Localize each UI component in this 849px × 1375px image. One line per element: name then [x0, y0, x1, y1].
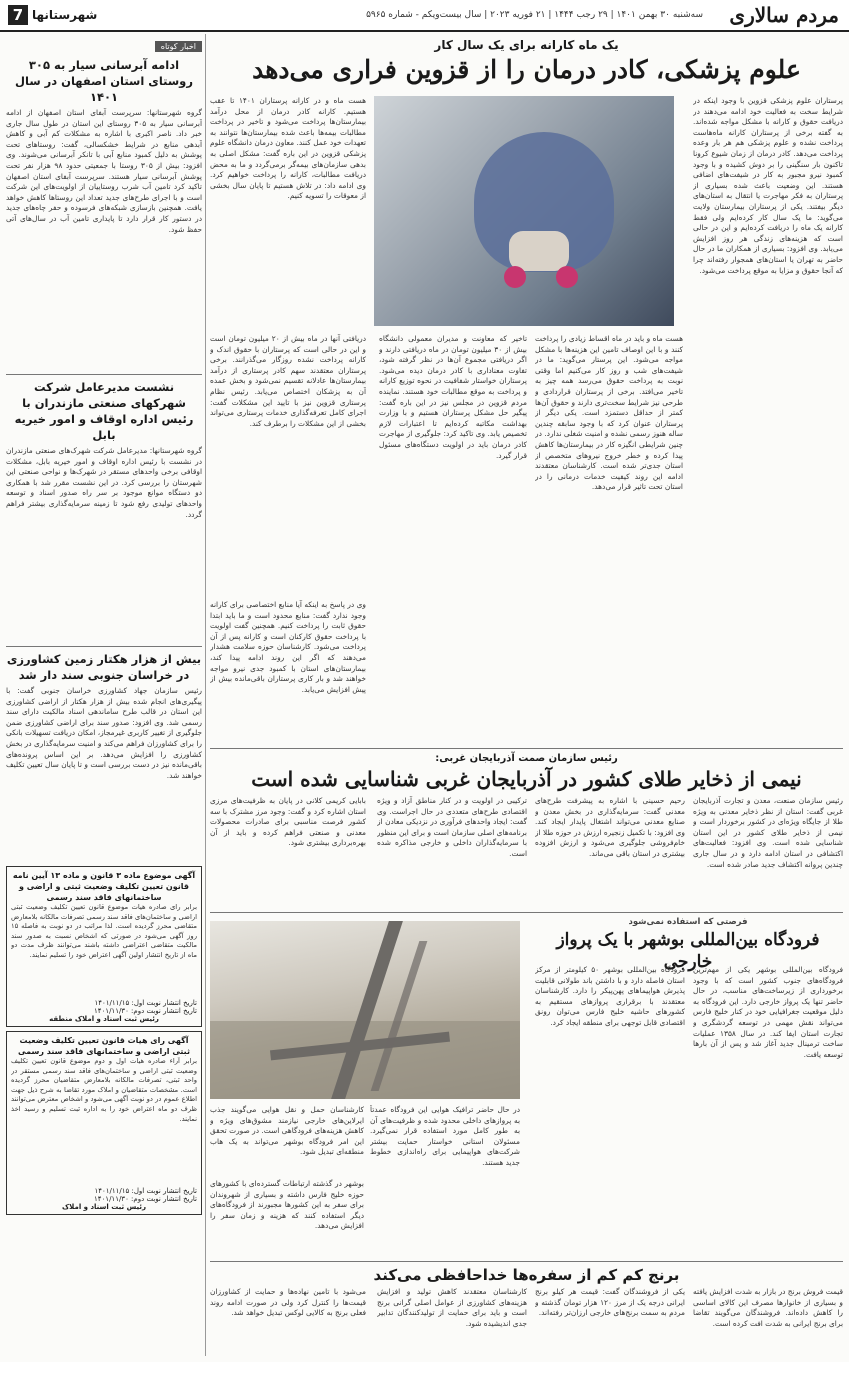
notice1-date2: تاریخ انتشار نوبت دوم: ۱۴۰۱/۱۱/۳۰ [94, 1007, 197, 1015]
dateline: سه‌شنبه ۳۰ بهمن ۱۴۰۱ | ۲۹ رجب ۱۴۴۴ | ۲۱ فوریه ۲۰۲۳ | سال بیست‌ویکم - شماره ۵۹۶۵ [366, 10, 703, 20]
airport-col1: فرودگاه بین‌المللی بوشهر یکی از مهم‌ترین فرودگاه‌های جنوب کشور است که با وجود برخورداری از زیرساخت‌های مناسب، در حال حاضر تنها یک پرواز خارجی دارد. این فرودگاه به دلیل موقعیت جغرافیایی خود در کنار خلیج فارس می‌تواند نقش مهمی در توسعه گردشگری و تجارت استان ایفا کند. در سال ۱۳۵۸ عملیات ساخت ترمینال جدید آغاز شد و پس از آن بارها توسعه یافت. [693, 965, 843, 1059]
airport-col3: در حال حاضر ترافیک هوایی این فرودگاه عمدتاً به پروازهای داخلی محدود شده و ظرفیت‌های آن به طور کامل مورد استفاده قرار نمی‌گیرد. مسئولان استانی خواستار حمایت بیشتر شرکت‌های هواپیمایی برای راه‌اندازی خطوط جدید هستند. [370, 1105, 520, 1167]
legal-notice-1 [6, 866, 202, 1027]
divider [6, 374, 202, 375]
lead-article [210, 92, 843, 744]
lead-col5: دریافتی آنها در ماه بیش از ۲۰ میلیون تومان است و این در حالی است که پرستاران با حقوق اندک و کارانه پرداخت نشده روزگار می‌گذرانند. برخی پرستاران معتقدند سهم کادر پرستاری از درآمد بیمارستان‌ها عادلانه تقسیم نمی‌شود و بخش عمده آن به پزشکان اختصاص می‌یابد. رئیس نظام پرستاری قزوین نیز با تایید این مشکلات گفت: اجرای کامل تعرفه‌گذاری خدمات پرستاری می‌تواند بخشی از این مشکلات را برطرف کند. [210, 334, 366, 428]
column-divider [205, 34, 206, 1356]
airport-col4: کارشناسان حمل و نقل هوایی می‌گویند جذب ایرلاین‌های خارجی نیازمند مشوق‌های ویژه و کاهش هزینه‌های فرودگاهی است. در صورت تحقق این امر فرودگاه بوشهر می‌تواند به یک هاب منطقه‌ای تبدیل شود. [210, 1105, 364, 1157]
notice2-date2: تاریخ انتشار نوبت دوم: ۱۴۰۱/۱۱/۳۰ [94, 1195, 197, 1203]
divider [210, 748, 843, 749]
mask-filter [504, 266, 526, 288]
respirator-mask [509, 231, 569, 271]
airport-article [210, 917, 843, 1257]
notice1-title: آگهی موضوع ماده ۳ قانون و ماده ۱۳ آیین نامه قانون تعیین تکلیف وضعیت ثبتی و اراضی و ساختمانهای فاقد سند رسمی [12, 871, 196, 902]
sidebar-item1-body: گروه شهرستانها: سرپرست آبفای استان اصفهان از ادامه آبرسانی سیار به ۳۰۵ روستای این استان در طول سال جاری خبر داد. ناصر اکبری با اشاره به مشکلات کم آبی و کاهش آبدهی منابع در شرایط خشکسالی، گفت: روستاهای تحت پوشش به دلیل کمبود منابع آبی با تانکر آبرسانی می‌شوند. وی افزود: بیش از ۳۰۵ روستا با جمعیتی حدود ۹۸ هزار نفر تحت پوشش آبرسانی سیار هستند. سرپرست آبفای استان اصفهان تاکید کرد تامین آب شرب روستاییان از اولویت‌های این شرکت است و با اجرای طرح‌های جدید تعداد این روستاها کاهش خواهد یافت. همچنین بازسازی شبکه‌های فرسوده و حفر چاه‌های جدید در دستور کار قرار دارد تا پایداری تامین آب در سال‌های آتی حفظ شود. [6, 108, 202, 234]
airport-headline: فرودگاه بین‌المللی بوشهر با یک پرواز خارجی [556, 930, 820, 972]
gold-col4: بابایی کریمی کلانی در پایان به ظرفیت‌های مرزی استان اشاره کرد و گفت: وجود مرز مشترک با سه کشور فرصت مناسبی برای صادرات محصولات معدنی و صنعتی فراهم کرده و باید از آن بهره‌برداری بیشتری شود. [210, 796, 366, 848]
nurse-photo [374, 96, 674, 326]
notice2-title: آگهی رای هیات قانون تعیین تکلیف وضعیت ثبتی اراضی و ساختمانهای فاقد سند رسمی [18, 1036, 190, 1056]
section-name: شهرستانها [32, 8, 98, 22]
lead-kicker: یک ماه کارانه برای یک سال کار [434, 38, 619, 52]
newspaper-brand: مردم سالاری [729, 3, 839, 27]
gold-col2: رحیم حسینی با اشاره به پیشرفت طرح‌های معدنی گفت: سرمایه‌گذاری در بخش معدن و صنایع معدنی می‌تواند اشتغال پایدار ایجاد کند. وی افزود: با تکمیل زنجیره ارزش در حوزه طلا از خام‌فروشی جلوگیری می‌شود و ارزش افزوده بیشتری در استان باقی می‌ماند. [535, 796, 685, 858]
sidebar-item1-title: ادامه آبرسانی سیار به ۳۰۵ روستای استان اصفهان در سال ۱۴۰۱ [15, 58, 193, 104]
rice-col3: کارشناسان معتقدند کاهش تولید و افزایش هزینه‌های کشاورزی از عوامل اصلی گرانی برنج است و باید برای حمایت از تولیدکنندگان تدابیر جدی اندیشیده شود. [377, 1287, 527, 1328]
sidebar-item3-body: رئیس سازمان جهاد کشاورزی خراسان جنوبی گفت: با پیگیری‌های انجام شده بیش از هزار هکتار از اراضی کشاورزی این استان در قالب طرح ساماندهی اسناد مالکیت دارای سند رسمی شد. وی افزود: صدور سند برای اراضی کشاورزی ضمن جلوگیری از تغییر کاربری غیرمجاز، امکان دریافت تسهیلات بانکی را برای کشاورزان فراهم می‌کند و امنیت سرمایه‌گذاری در بخش کشاورزی را افزایش می‌دهد. بر این اساس پرونده‌های باقی‌مانده نیز در دست بررسی است و تا پایان سال تعیین تکلیف خواهند شد. [6, 686, 202, 780]
divider [210, 912, 843, 913]
sidebar-item2-title: نشست مدیرعامل شرکت شهرکهای صنعتی مازندران با رئیس اداره اوقاف و امور خیریه بابل [14, 380, 194, 442]
airport-kicker: فرصتی که استفاده نمی‌شود [628, 917, 748, 927]
airport-col5: بوشهر در گذشته ارتباطات گسترده‌ای با کشورهای حوزه خلیج فارس داشته و بسیاری از شهروندان برای سفر به این کشورها مجبورند از فرودگاه‌های دیگر استفاده کنند که هزینه و زمان سفر را افزایش می‌دهد. [210, 1179, 364, 1231]
lead-col2: هست ماه و در کارانه پرستاران ۱۴۰۱ تا عقب هستیم. کارانه کادر درمان از محل درآمد بیمارستان‌ها پرداخت می‌شود و تاخیر در پرداخت مطالبات بیمه‌ها باعث شده بیمارستان‌ها نتوانند به تعهدات خود عمل کنند. معاون درمان دانشگاه علوم پزشکی قزوین در این باره گفت: مشکل اصلی به بدهی سازمان‌های بیمه‌گر برمی‌گردد و ما به محض دریافت مطالبات، کارانه را پرداخت خواهیم کرد. وی ادامه داد: در تلاش هستیم تا پایان سال بخشی از معوقات را تسویه کنیم. [210, 96, 366, 201]
page-indicator [0, 5, 97, 25]
airport-aerial-photo [210, 921, 520, 1099]
lead-col6: وی در پاسخ به اینکه آیا منابع اختصاصی برای کارانه وجود ندارد گفت: منابع محدود است و ما باید ابتدا حقوق ثابت را پرداخت کنیم. همچنین گفت اولویت با پرداخت حقوق کارکنان است و کارانه پس از آن پرداخت می‌شود. کارشناسان حوزه سلامت هشدار می‌دهند که اگر این روند ادامه پیدا کند، بیمارستان‌های استان با کمبود جدی نیرو مواجه خواهند شد و بار کاری پرستاران باقی‌مانده بیش از پیش افزایش می‌یابد. [210, 600, 366, 694]
notice2-body: برابر آراء صادره هیات اول و دوم موضوع قانون تعیین تکلیف وضعیت ثبتی اراضی و ساختمان‌های فاقد سند رسمی مستقر در واحد ثبتی، تصرفات مالکانه بلامعارض متقاضیان محرز گردیده است. مشخصات متقاضیان و املاک مورد تقاضا به شرح ذیل جهت اطلاع عموم در دو نوبت آگهی می‌شود و اشخاص معترض می‌توانند ظرف دو ماه اعتراض خود را به اداره ثبت تسلیم و رسید اخذ نمایند. [11, 1057, 197, 1123]
rice-col4: می‌شود با تامین نهاده‌ها و حمایت از کشاورزان قیمت‌ها را کنترل کرد ولی در صورت ادامه روند فعلی برنج به کالایی لوکس تبدیل خواهد شد. [210, 1287, 366, 1318]
airport-col2: فرودگاه بین‌المللی بوشهر ۵۰ کیلومتر از مرکز استان فاصله دارد و با داشتن باند طولانی قابلیت پذیرش هواپیماهای پهن‌پیکر را دارد. کارشناسان معتقدند با برقراری پروازهای مستقیم به کشورهای حاشیه خلیج فارس می‌توان رونق اقتصادی قابل توجهی برای منطقه ایجاد کرد. [535, 965, 685, 1027]
lead-col1: پرستاران علوم پزشکی قزوین با وجود اینکه در شرایط سخت به فعالیت خود ادامه می‌دهند در دریافت حقوق و کارانه با مشکل مواجه شده‌اند. به گفته برخی از پرستاران کارانه ماه‌هاست پرداخت نشده و علوم پزشکی هم هر بار وعده پرداخت می‌دهد. کادر درمان از زمان شیوع کرونا تاکنون بار سنگینی را بر دوش کشیده و با وجود کمبود نیرو مجبور به کار در شیفت‌های اضافی هستند. این وضعیت باعث شده بسیاری از پرستاران به فکر مهاجرت یا انتقال به استان‌های دیگر بیفتند. یکی از پرستاران بیمارستان ولایت می‌گوید: ما یک سال کار کرده‌ایم ولی فقط کارانه یک ماه را دریافت کرده‌ایم و این در حالی است که هزینه‌های زندگی هر روز افزایش می‌یابد. وی افزود: بسیاری از همکاران ما در حال حاضر به تهران یا استان‌های همجوار رفته‌اند چرا که آنجا حقوق و مزایا به موقع پرداخت می‌شود. [693, 96, 843, 275]
notice1-date1: تاریخ انتشار نوبت اول: ۱۴۰۱/۱۱/۱۵ [94, 999, 197, 1007]
sidebar-item2-body: گروه شهرستانها: مدیرعامل شرکت شهرک‌های صنعتی مازندران در نشست با رئیس اداره اوقاف و امور خیریه بابل، مشکلات اوقافی برخی واحدهای مستقر در شهرک‌ها و نواحی صنعتی این شهرستان را بررسی کرد. در این نشست مقرر شد با همکاری دو دستگاه موانع موجود بر سر راه صدور اسناد و توسعه واحدهای تولیدی رفع شود تا زمینه سرمایه‌گذاری بیشتر فراهم گردد. [6, 446, 202, 519]
page-number: 7 [8, 5, 28, 25]
gold-headline: نیمی از ذخایر طلای کشور در آذربایجان غربی شناسایی شده است [251, 767, 802, 791]
notice2-date1: تاریخ انتشار نوبت اول: ۱۴۰۱/۱۱/۱۵ [94, 1187, 197, 1195]
lead-headline: علوم پزشکی، کادر درمان را از قزوین فراری می‌دهد [252, 55, 801, 84]
lead-col3: هست ماه و باید در ماه اقساط زیادی را پرداخت کنند و با این اوصاف تامین این هزینه‌ها با مشکل مواجه می‌شود. این پرستار می‌گوید: ما در شیفت‌های شب و روز کار می‌کنیم اما وقتی نوبت به پرداخت حقوق می‌رسد همه چیز به تاخیر می‌افتد. برخی از پرستاران قراردادی و طرحی نیز شرایط سخت‌تری دارند و حقوق آن‌ها کمتر از حداقل دستمزد است. یکی دیگر از پرستاران عنوان کرد که با وجود سابقه چندین ساله هنوز رسمی نشده و امنیت شغلی ندارد. در چنین شرایطی انگیزه کار در بیمارستان‌ها کاهش پیدا کرده و خطر خروج نیروهای متخصص از استان جدی‌تر شده است. کارشناسان معتقدند ادامه این روند کیفیت خدمات درمانی را در استان تحت تاثیر قرار می‌دهد. [535, 334, 683, 492]
sidebar-tag: اخبار کوتاه [155, 41, 202, 52]
sidebar-item3-title: بیش از هزار هکتار زمین کشاورزی در خراسان جنوبی سند دار شد [6, 652, 202, 682]
notice1-sign: رئیس ثبت اسناد و املاک منطقه [49, 1015, 159, 1023]
mask-filter [556, 266, 578, 288]
legal-notice-2 [6, 1031, 202, 1215]
sidebar [6, 34, 202, 1356]
gold-col3: ترکیبی در اولویت و در کنار مناطق آزاد و ویژه اقتصادی طرح‌های متعددی در حال اجراست. وی گفت: ایجاد واحدهای فرآوری در نزدیکی معادن از برنامه‌های اصلی سازمان است و برای این منظور با سرمایه‌گذاران داخلی و خارجی مذاکره شده است. [377, 796, 527, 858]
notice1-body: برابر رای صادره هیات موضوع قانون تعیین تکلیف وضعیت ثبتی اراضی و ساختمان‌های فاقد سند رسمی تصرفات مالکانه بلامعارض متقاضی محرز گردیده است. لذا مراتب در دو نوبت به فاصله ۱۵ روز آگهی می‌شود در صورتی که اشخاص نسبت به صدور سند مالکیت متقاضی اعتراضی داشته باشند می‌توانند ظرف مدت دو ماه از تاریخ انتشار اولین آگهی اعتراض خود را تسلیم نمایند. [11, 903, 197, 959]
gold-col1: رئیس سازمان صنعت، معدن و تجارت آذربایجان غربی گفت: استان از نظر ذخایر معدنی به ویژه طلا از جایگاه ویژه‌ای در کشور برخوردار است و نیمی از ذخایر طلای کشور در این استان شناسایی شده است. وی افزود: فعالیت‌های اکتشافی در استان ادامه دارد و در سال جاری چندین پروانه اکتشاف جدید صادر شده است. [693, 796, 843, 869]
rice-headline: برنج کم کم از سفره‌ها خداحافظی می‌کند [373, 1266, 680, 1284]
divider [6, 646, 202, 647]
gold-article [210, 796, 843, 908]
main-content [210, 34, 843, 1356]
divider [210, 1261, 843, 1262]
rice-col1: قیمت فروش برنج در بازار به شدت افزایش یافته و بسیاری از خانوارها مصرف این کالای اساسی را کاهش داده‌اند. فروشندگان می‌گویند تقاضا برای برنج ایرانی به شدت افت کرده است. [693, 1287, 843, 1328]
gold-kicker: رئیس سازمان صمت آذربایجان غربی: [435, 753, 618, 764]
notice2-sign: رئیس ثبت اسناد و املاک [62, 1203, 146, 1211]
lead-col4: تاخیر که معاونت و مدیران معمولی دانشگاه بیش از ۳۰ میلیون تومان در ماه دریافتی دارند و اگر دریافتی مجموع آن‌ها در نظر گرفته شود، تفاوت معناداری با کادر درمان دیده می‌شود. پرستاران خواستار شفافیت در نحوه توزیع کارانه و پرداخت به موقع مطالبات خود هستند. نماینده مردم قزوین در مجلس نیز در این باره گفت: پیگیر حل مشکل پرستاران هستیم و با وزارت بهداشت مکاتبه کرده‌ایم تا اعتبارات لازم تخصیص یابد. وی تاکید کرد: جلوگیری از مهاجرت کادر درمان باید در اولویت دستگاه‌های مسئول قرار گیرد. [379, 334, 527, 460]
masthead [0, 0, 849, 32]
rice-col2: یکی از فروشندگان گفت: قیمت هر کیلو برنج ایرانی درجه یک از مرز ۱۲۰ هزار تومان گذشته و مردم به سمت برنج‌های خارجی ارزان‌تر رفته‌اند. [535, 1287, 685, 1318]
